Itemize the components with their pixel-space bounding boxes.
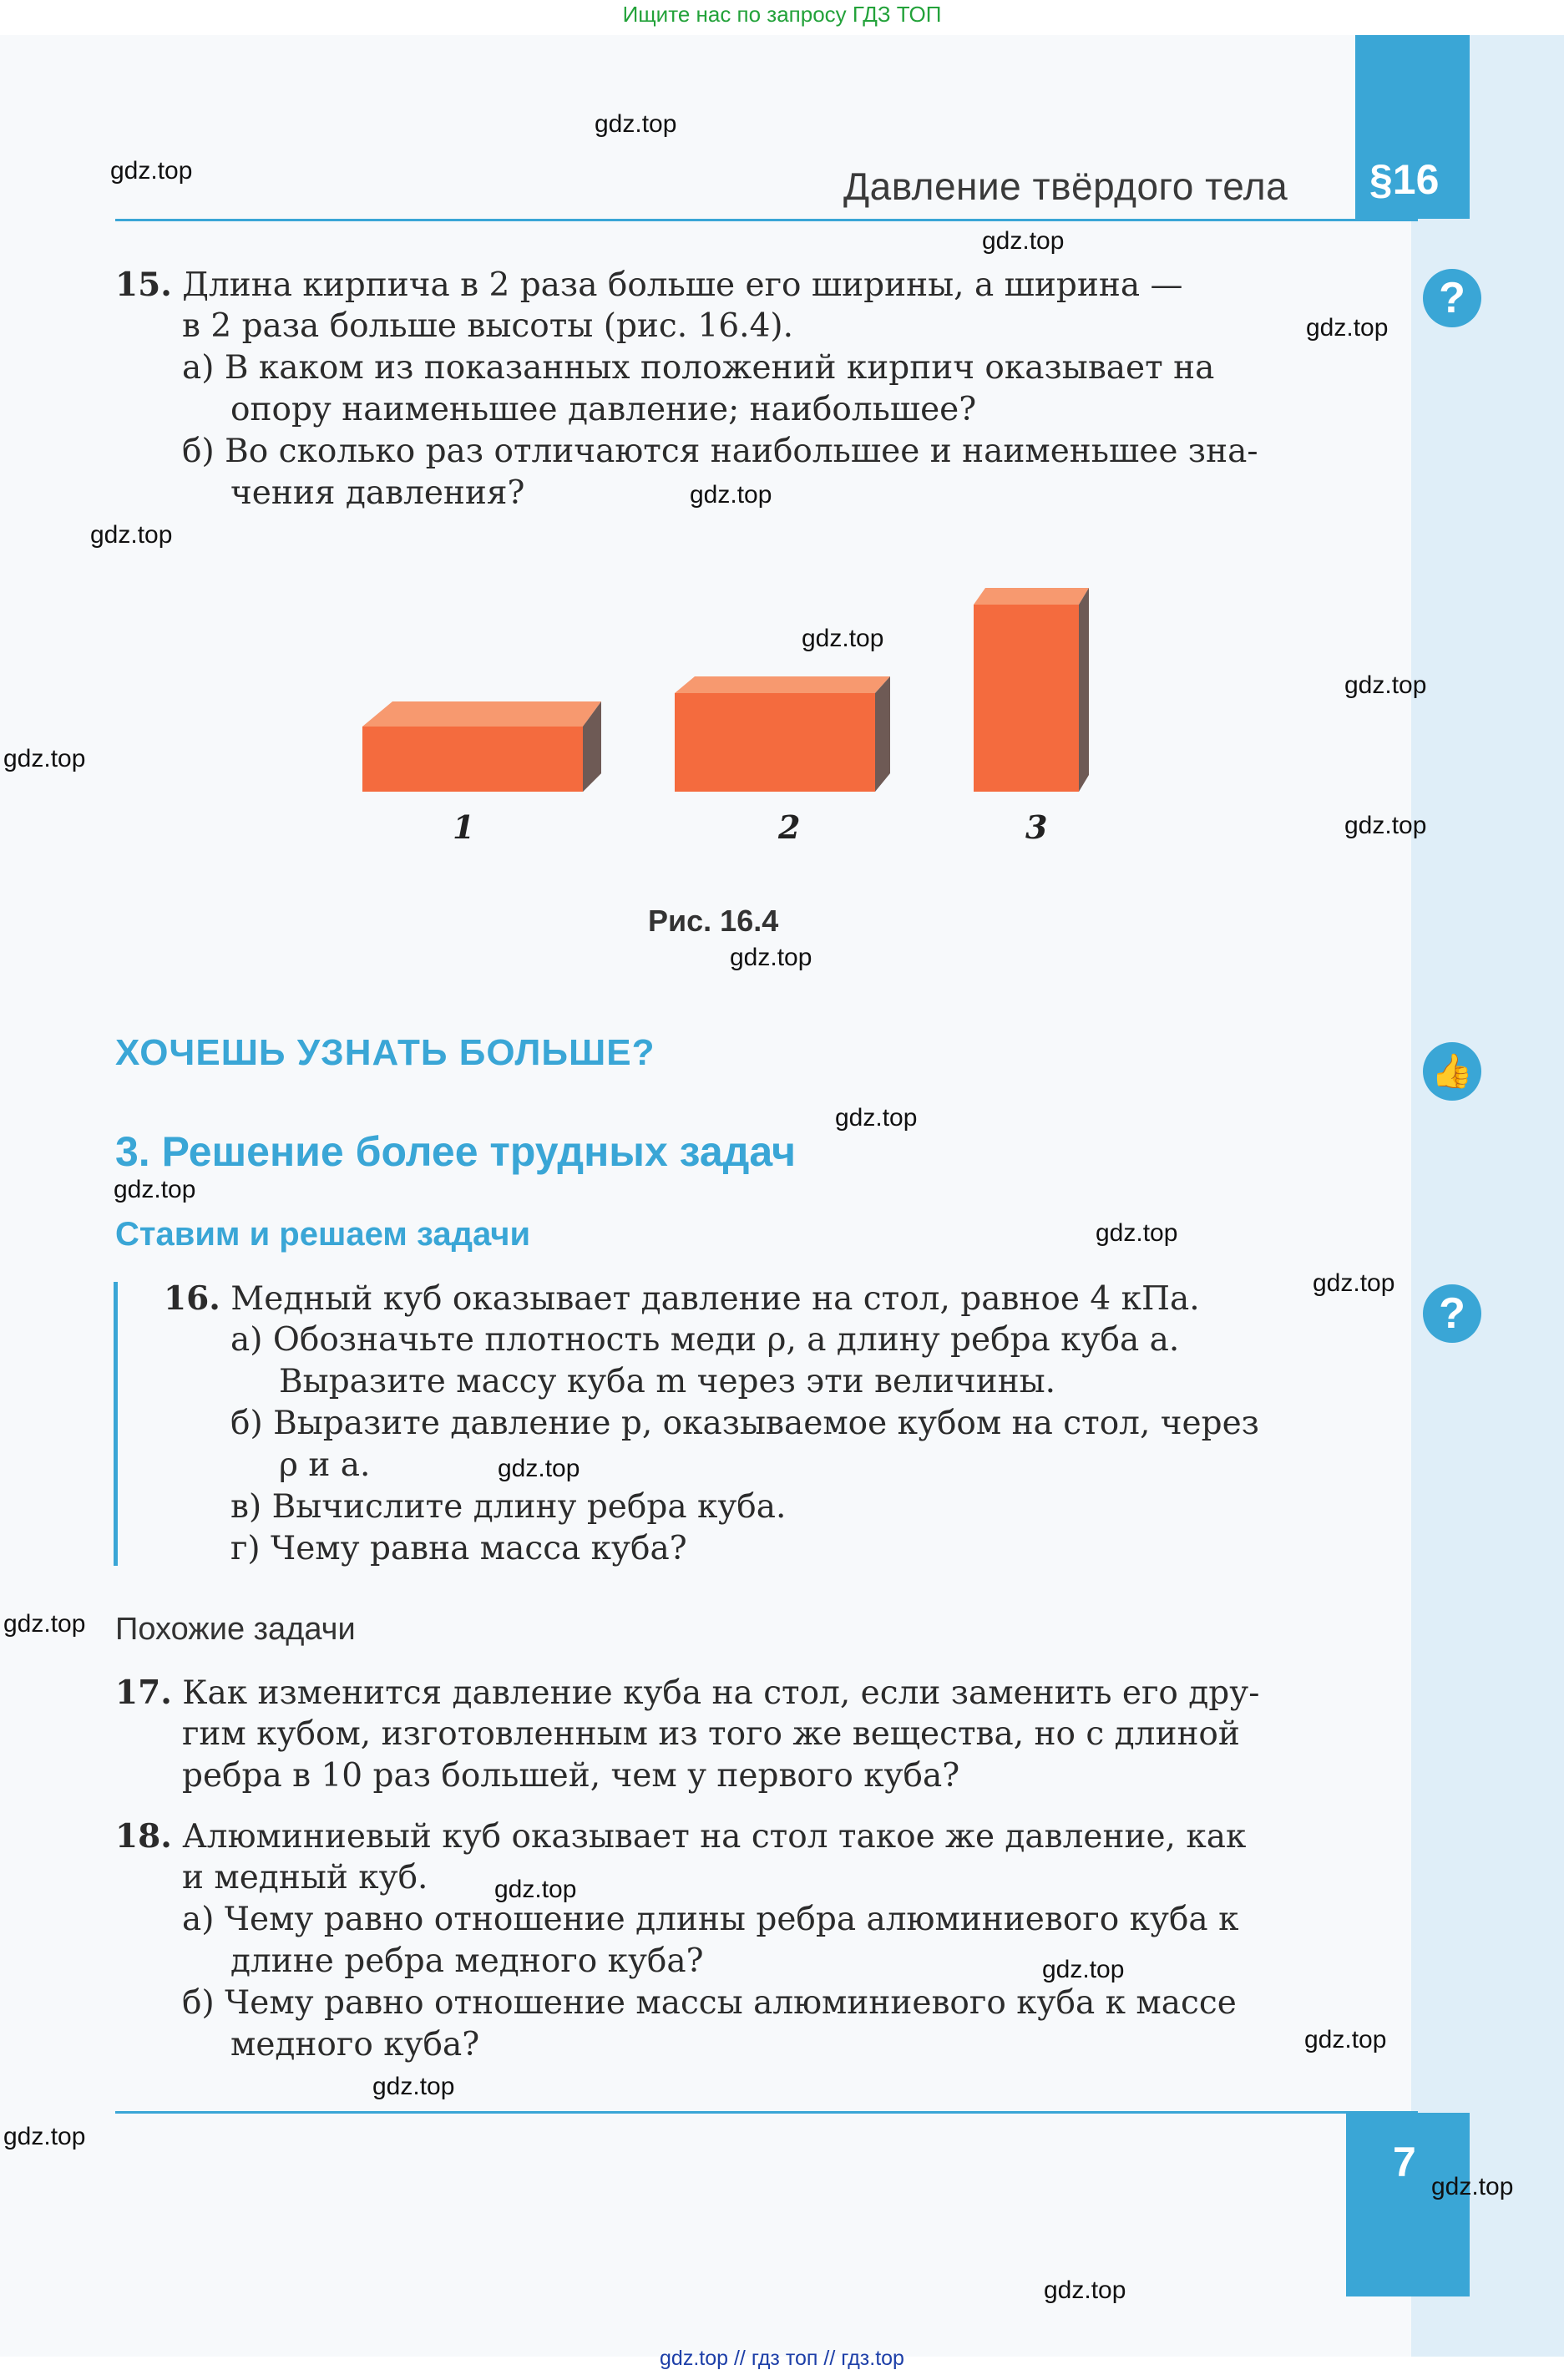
subtask-a-cont: длине ребра медного куба? <box>230 1942 704 1980</box>
task-16 <box>164 1278 1200 1320</box>
subtask-b: б) Чему равно отношение массы алюминиевого куба к массе <box>182 1984 1237 2022</box>
task-18 <box>115 1815 1246 1858</box>
more-heading: ХОЧЕШЬ УЗНАТЬ БОЛЬШЕ? <box>115 1032 655 1073</box>
watermark: gdz.top <box>730 944 812 971</box>
task-number: 18. <box>115 1817 172 1856</box>
task-text: в 2 раза больше высоты (рис. 16.4). <box>182 307 793 345</box>
subheading: Ставим и решаем задачи <box>115 1216 531 1253</box>
watermark: gdz.top <box>110 157 193 185</box>
watermark: gdz.top <box>1304 2026 1387 2053</box>
watermark: gdz.top <box>3 2123 86 2150</box>
page-title: Давление твёрдого тела <box>843 165 1288 208</box>
watermark: gdz.top <box>1042 1956 1125 1983</box>
task-text: ребра в 10 раз большей, чем у первого куба? <box>182 1757 960 1795</box>
task-15 <box>115 264 1182 306</box>
brick-label-3: 3 <box>1025 808 1048 846</box>
task-number: 15. <box>115 266 172 304</box>
watermark: gdz.top <box>835 1104 918 1132</box>
task-accent-bar <box>114 1282 118 1566</box>
subtask-b-cont: ρ и a. <box>279 1446 371 1484</box>
brick-2 <box>675 676 890 792</box>
section-label: §16 <box>1369 156 1440 203</box>
task-text: Как изменится давление куба на стол, если заменить его дру- <box>182 1674 1260 1712</box>
brick-1 <box>362 701 601 792</box>
watermark: gdz.top <box>1044 2276 1126 2304</box>
subtask-b: б) Во сколько раз отличаются наибольшее и наименьшее зна- <box>182 433 1258 470</box>
subtask-a: а) В каком из показанных положений кирпич оказывает на <box>182 349 1215 387</box>
watermark: gdz.top <box>1344 671 1427 699</box>
watermark: gdz.top <box>372 2073 455 2100</box>
brick-3 <box>974 588 1089 792</box>
watermark: gdz.top <box>1431 2173 1514 2200</box>
top-notice[interactable]: Ищите нас по запросу ГДЗ ТОП <box>622 2 942 27</box>
watermark: gdz.top <box>1313 1269 1395 1297</box>
watermark: gdz.top <box>90 521 173 549</box>
figure-caption: Рис. 16.4 <box>648 904 779 938</box>
subtask-b: б) Выразите давление p, оказываемое кубом на стол, через <box>230 1405 1259 1442</box>
task-number: 16. <box>164 1279 220 1318</box>
subtask-a: а) Обозначьте плотность меди ρ, а длину ребра куба a. <box>230 1321 1180 1359</box>
task-text: гим кубом, изготовленным из того же вещества, но с длиной <box>182 1715 1240 1753</box>
watermark: gdz.top <box>114 1176 196 1203</box>
watermark: gdz.top <box>802 625 884 652</box>
watermark: gdz.top <box>1344 812 1427 839</box>
watermark: gdz.top <box>1306 314 1389 342</box>
watermark: gdz.top <box>595 110 677 138</box>
header-divider <box>115 219 1418 221</box>
subtask-a: а) Чему равно отношение длины ребра алюминиевого куба к <box>182 1901 1239 1938</box>
watermark: gdz.top <box>982 227 1065 255</box>
task-text: Длина кирпича в 2 раза больше его ширины, а ширина — <box>182 266 1183 304</box>
bottom-notice[interactable]: gdz.top // гдз топ // гдз.top <box>660 2347 904 2370</box>
thumbs-up-icon: 👍 <box>1423 1042 1481 1101</box>
watermark: gdz.top <box>690 481 772 509</box>
similar-tasks-title: Похожие задачи <box>115 1612 356 1647</box>
question-icon: ? <box>1423 269 1481 327</box>
question-icon: ? <box>1423 1284 1481 1343</box>
brick-label-1: 1 <box>453 808 475 846</box>
brick-figure <box>351 576 1102 894</box>
subtask-a-cont: Выразите массу куба m через эти величины. <box>279 1363 1056 1400</box>
brick-label-2: 2 <box>778 808 801 846</box>
footer-divider <box>115 2111 1418 2114</box>
watermark: gdz.top <box>498 1455 580 1482</box>
subtask-a-cont: опору наименьшее давление; наибольшее? <box>230 391 977 428</box>
section-3-heading: 3. Решение более трудных задач <box>115 1128 797 1175</box>
watermark: gdz.top <box>1096 1219 1178 1247</box>
subtask-b-cont: медного куба? <box>230 2026 480 2064</box>
subtask-b-cont: чения давления? <box>230 474 525 512</box>
watermark: gdz.top <box>3 745 86 772</box>
task-17 <box>115 1672 1259 1714</box>
task-text: и медный куб. <box>182 1859 428 1896</box>
watermark: gdz.top <box>494 1876 577 1903</box>
page-number: 7 <box>1393 2139 1416 2185</box>
margin-strip <box>1411 35 1564 2357</box>
task-text: Медный куб оказывает давление на стол, равное 4 кПа. <box>230 1280 1200 1318</box>
task-number: 17. <box>115 1674 172 1712</box>
subtask-d: г) Чему равна масса куба? <box>230 1530 687 1567</box>
watermark: gdz.top <box>3 1610 86 1638</box>
task-text: Алюминиевый куб оказывает на стол такое же давление, как <box>182 1818 1247 1856</box>
subtask-c: в) Вычислите длину ребра куба. <box>230 1488 787 1526</box>
